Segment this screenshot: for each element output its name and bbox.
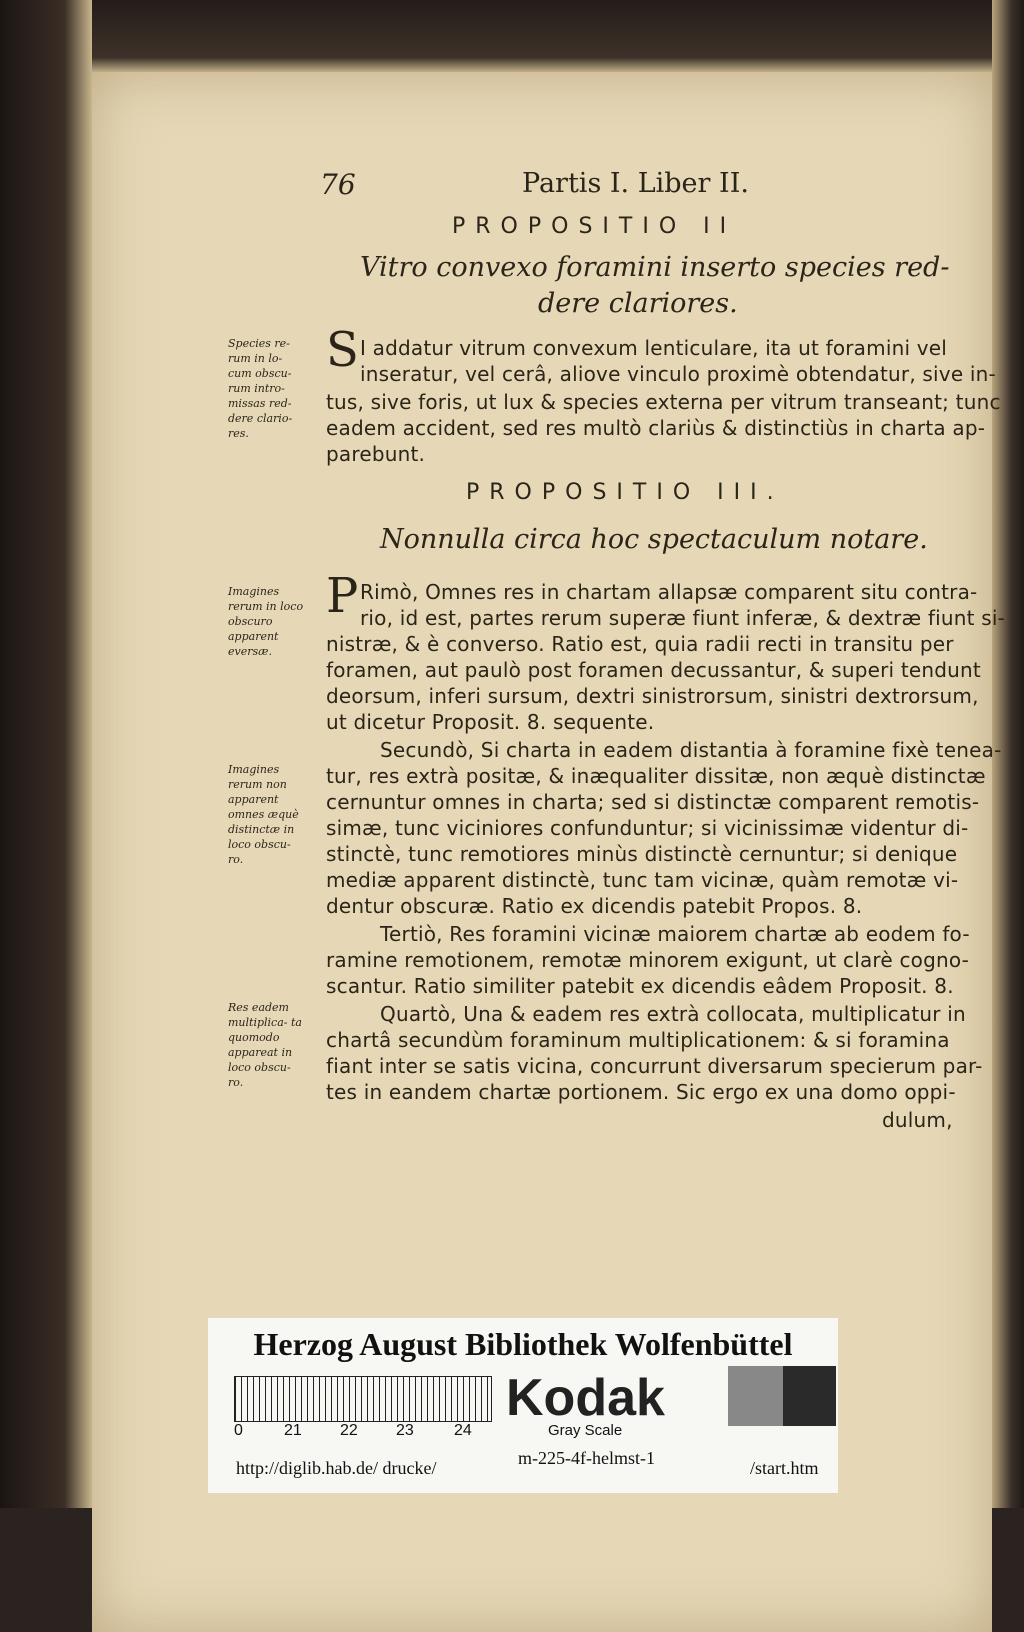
prop3-margin-note-3: Res eadem multiplica- ta quomodo appareat in loco obscu- ro. xyxy=(228,1001,302,1089)
prop3-line: tur, res extrà positæ, & inæqualiter dissitæ, non æquè distinctæ xyxy=(326,764,986,788)
dark-patch xyxy=(783,1366,836,1426)
gray-scale-label: Gray Scale xyxy=(548,1422,623,1439)
start-page: /start.htm xyxy=(750,1458,819,1478)
prop3-title: Nonnulla circa hoc spectaculum notare. xyxy=(380,524,928,555)
archive-target-card xyxy=(208,1318,838,1493)
running-title: Partis I. Liber II. xyxy=(522,168,749,199)
page-number: 76 xyxy=(320,168,356,201)
prop3-margin-note-2: Imagines rerum non apparent omnes æquè distinctæ in loco obscu- ro. xyxy=(228,763,299,866)
prop2-title-line1: Vitro convexo foramini inserto species red- xyxy=(360,252,950,283)
prop3-margin-note-1: Imagines rerum in loco obscuro apparent eversæ. xyxy=(228,585,304,658)
prop3-line: nistræ, & è converso. Ratio est, quia radii recti in transitu per xyxy=(326,632,954,656)
prop2-initial: S xyxy=(326,322,359,378)
prop3-line: Quartò, Una & eadem res extrà collocata, multiplicatur in xyxy=(380,1002,966,1026)
prop3-line: dentur obscuræ. Ratio ex dicendis patebit Propos. 8. xyxy=(326,894,863,918)
prop3-line: simæ, tunc viciniores confunduntur; si vicinissimæ videntur di- xyxy=(326,816,969,840)
prop3-line: mediæ apparent distinctè, tunc tam vicinæ, quàm remotæ vi- xyxy=(326,868,959,892)
source-url: http://diglib.hab.de/ drucke/ xyxy=(236,1458,437,1478)
ruler-tick: 22 xyxy=(340,1422,358,1439)
prop3-line: cernuntur omnes in charta; sed si distinctæ comparent remotis- xyxy=(326,790,980,814)
prop3-catchword: dulum, xyxy=(882,1108,953,1132)
prop2-margin-note: Species re- rum in lo- cum obscu- rum intro- missas red- dere clario- res. xyxy=(228,337,293,440)
ruler-tick: 21 xyxy=(284,1422,302,1439)
library-name: Herzog August Bibliothek Wolfenbüttel xyxy=(253,1326,793,1362)
prop2-line: inseratur, vel cerâ, aliove vinculo proximè obtendatur, sive in- xyxy=(360,362,996,386)
prop3-line: chartâ secundùm foraminum multiplicationem: & si foramina xyxy=(326,1028,950,1052)
prop3-line: deorsum, inferi sursum, dextri sinistrorsum, sinistri dextrorsum, xyxy=(326,684,979,708)
prop3-line: fiant inter se satis vicina, concurrunt diversarum specierum par- xyxy=(326,1054,983,1078)
prop2-line: I addatur vitrum convexum lenticulare, ita ut foramini vel xyxy=(360,336,948,360)
shelfmark: m-225-4f-helmst-1 xyxy=(518,1448,655,1468)
prop3-heading: PROPOSITIO III. xyxy=(466,480,784,505)
prop3-line: rio, id est, partes rerum superæ fiunt inferæ, & dextræ fiunt si- xyxy=(360,606,1006,630)
prop3-line: Secundò, Si charta in eadem distantia à foramine fixè tenea- xyxy=(380,738,1002,762)
prop2-line: tus, sive foris, ut lux & species externa per vitrum transeant; tunc xyxy=(326,390,1001,414)
prop2-heading: PROPOSITIO II xyxy=(452,214,737,239)
gray-patch xyxy=(728,1366,783,1426)
ruler-tick: 23 xyxy=(396,1422,414,1439)
prop3-line: ut dicetur Proposit. 8. sequente. xyxy=(326,710,655,734)
book-spine xyxy=(0,0,92,1508)
scan-top-edge xyxy=(0,0,1024,72)
prop3-line: Tertiò, Res foramini vicinæ maiorem chartæ ab eodem fo- xyxy=(380,922,970,946)
prop2-line: parebunt. xyxy=(326,442,426,466)
kodak-logo: Kodak xyxy=(506,1369,665,1427)
prop3-initial: P xyxy=(326,568,359,624)
prop2-title-line2: dere clariores. xyxy=(538,288,738,319)
prop3-line: stinctè, tunc remotiores minùs distinctè cernuntur; si denique xyxy=(326,842,958,866)
prop2-line: eadem accident, sed res multò clariùs & distinctiùs in charta ap- xyxy=(326,416,986,440)
ruler-tick: 0 xyxy=(234,1422,243,1439)
prop3-line: tes in eandem chartæ portionem. Sic ergo ex una domo oppi- xyxy=(326,1080,956,1104)
prop3-line: scantur. Ratio similiter patebit ex dicendis eâdem Proposit. 8. xyxy=(326,974,954,998)
prop3-line: Rimò, Omnes res in chartam allapsæ comparent situ contra- xyxy=(360,580,978,604)
prop3-line: foramen, aut paulò post foramen decussantur, & superi tendunt xyxy=(326,658,981,682)
ruler-tick: 24 xyxy=(454,1422,472,1439)
prop3-line: ramine remotionem, remotæ minorem exigunt, ut clarè cogno- xyxy=(326,948,970,972)
scale-ruler xyxy=(234,1376,492,1422)
